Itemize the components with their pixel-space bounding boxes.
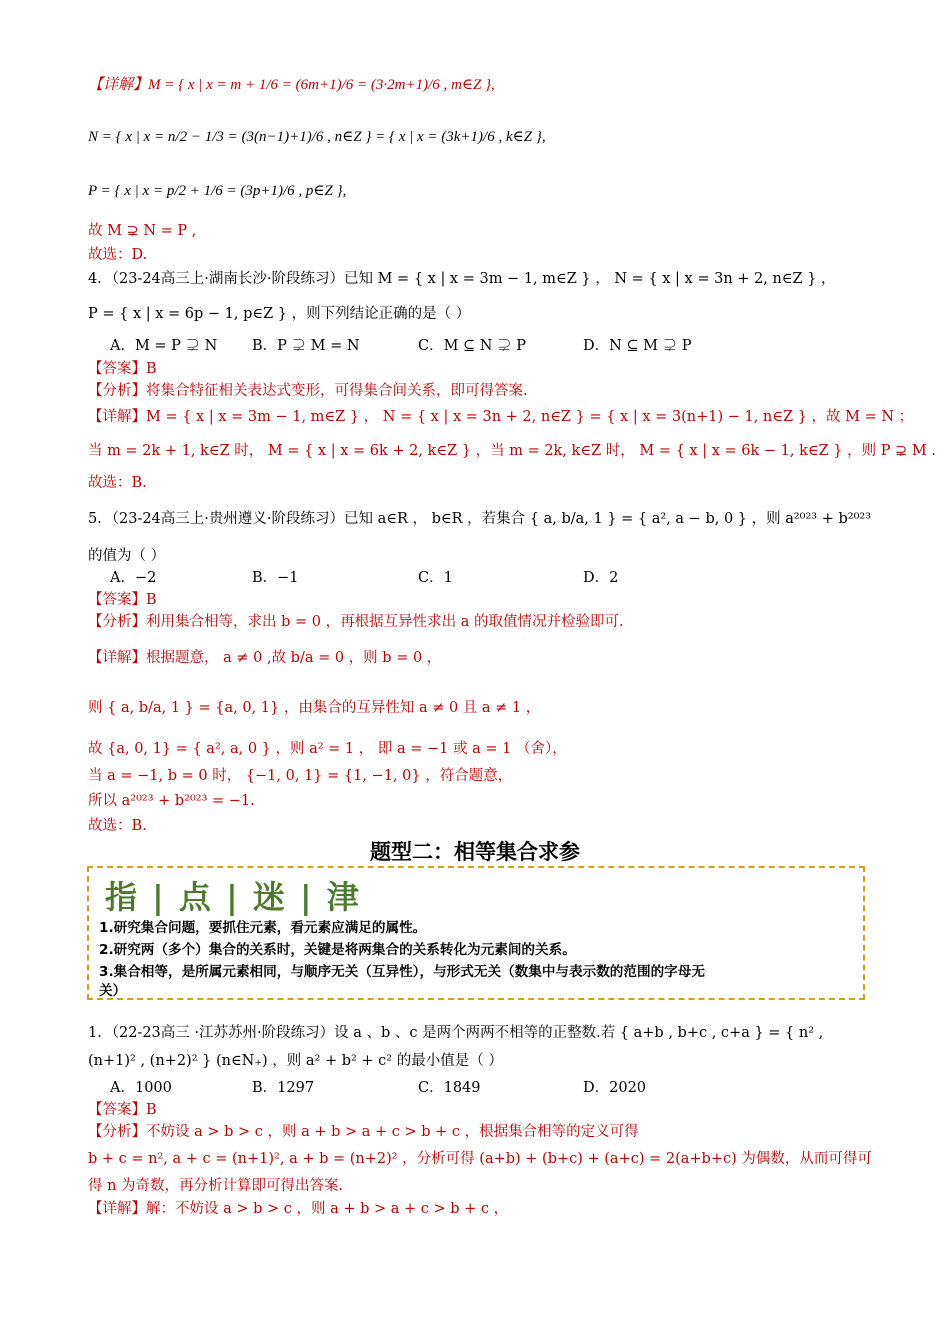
q5-stem-2: 的值为（ ） xyxy=(88,548,166,564)
tip-line-3b: 关） xyxy=(99,983,127,999)
q4-option-b: B．P ⊋ M = N xyxy=(252,338,360,354)
q5-detail-1: 【详解】根据题意， a ≠ 0 ,故 b/a = 0 ，则 b = 0 ， xyxy=(88,650,442,666)
q4-answer: 【答案】B xyxy=(88,361,157,377)
q5-choose: 故选：B. xyxy=(88,818,147,834)
tip-line-1: 1.研究集合问题，要抓住元素，看元素应满足的属性。 xyxy=(99,920,427,936)
q4-stem-1: 4．（23-24高三上·湖南长沙·阶段练习）已知 M = { x | x = 3m − 1, m∈Z } ， N = { x | x = 3n + 2, n∈Z } ， xyxy=(88,271,836,287)
q1-analysis-1: 【分析】不妨设 a > b > c ，则 a + b > a + c > b + c ，根据集合相等的定义可得 xyxy=(88,1124,639,1140)
p1-line-1: 【详解】M = { x | x = m + 1/6 = (6m+1)/6 = (3·2m+1)/6 , m∈Z }, xyxy=(88,77,495,93)
tip-title: 指 | 点 | 迷 | 津 xyxy=(105,878,361,916)
q5-detail-2: 则 { a, b/a, 1 } = {a, 0, 1} ，由集合的互异性知 a ≠ 0 且 a ≠ 1 ， xyxy=(88,700,541,716)
q1-option-b: B．1297 xyxy=(252,1080,315,1096)
p1-line-2: N = { x | x = n/2 − 1/3 = (3(n−1)+1)/6 , n∈Z } = { x | x = (3k+1)/6 , k∈Z }, xyxy=(88,129,546,145)
q4-analysis: 【分析】将集合特征相关表达式变形，可得集合间关系，即可得答案. xyxy=(88,383,528,399)
q4-option-d: D．N ⊆ M ⊋ P xyxy=(583,338,692,354)
q5-detail-3: 故 {a, 0, 1} = { a², a, 0 } ，则 a² = 1 ， 即 a = −1 或 a = 1 （舍）， xyxy=(88,741,567,757)
p1-line-5: 故选：D. xyxy=(88,247,148,263)
q1-detail-1: 【详解】解：不妨设 a > b > c ，则 a + b > a + c > b + c ， xyxy=(88,1201,509,1217)
p1-line-4: 故 M ⊋ N = P , xyxy=(88,223,197,239)
q4-option-a: A．M = P ⊋ N xyxy=(110,338,218,354)
tip-box xyxy=(87,866,865,1000)
q5-stem-1: 5．（23-24高三上·贵州遵义·阶段练习）已知 a∈R ， b∈R ，若集合 { a, b/a, 1 } = { a², a − b, 0 } ，则 a²⁰²³ + b²⁰²³ xyxy=(88,511,872,527)
q4-detail-1: 【详解】M = { x | x = 3m − 1, m∈Z } ， N = { x | x = 3n + 2, n∈Z } = { x | x = 3(n+1) − 1, n∈Z } ，故 M = N ； xyxy=(88,409,914,425)
q1-stem-2: (n+1)² , (n+2)² } (n∈N₊) ，则 a² + b² + c² 的最小值是（ ） xyxy=(88,1053,503,1069)
q1-analysis-2: b + c = n², a + c = (n+1)², a + b = (n+2)² ，分析可得 (a+b) + (b+c) + (a+c) = 2(a+b+c) 为偶数，从而可得可 xyxy=(88,1151,872,1167)
q4-option-c: C．M ⊆ N ⊋ P xyxy=(418,338,526,354)
q1-stem-1: 1．（22-23高三 ·江苏苏州·阶段练习）设 a 、b 、c 是两个两两不相等的正整数.若 { a+b , b+c , c+a } = { n² , xyxy=(88,1025,824,1041)
q5-detail-4: 当 a = −1, b = 0 时， {−1, 0, 1} = {1, −1, 0} ，符合题意， xyxy=(88,768,513,784)
q5-option-b: B．−1 xyxy=(252,570,299,586)
q4-choose: 故选：B. xyxy=(88,475,147,491)
q1-analysis-3: 得 n 为奇数，再分析计算即可得出答案. xyxy=(88,1178,344,1194)
q4-stem-2: P = { x | x = 6p − 1, p∈Z } ，则下列结论正确的是（ ） xyxy=(88,306,471,322)
q1-option-d: D．2020 xyxy=(583,1080,647,1096)
q1-answer: 【答案】B xyxy=(88,1102,157,1118)
tip-line-3: 3.集合相等，是所属元素相同，与顺序无关（互异性），与形式无关（数集中与表示数的范围的字母无 xyxy=(99,964,705,980)
p1-line-3: P = { x | x = p/2 + 1/6 = (3p+1)/6 , p∈Z }, xyxy=(88,183,347,199)
q5-answer: 【答案】B xyxy=(88,592,157,608)
q5-option-c: C．1 xyxy=(418,570,453,586)
section-title: 题型二：相等集合求参 xyxy=(370,840,580,864)
q5-analysis: 【分析】利用集合相等，求出 b = 0 ，再根据互异性求出 a 的取值情况并检验即可. xyxy=(88,614,624,630)
q5-option-a: A．−2 xyxy=(110,570,157,586)
tip-line-2: 2.研究两（多个）集合的关系时，关键是将两集合的关系转化为元素间的关系。 xyxy=(99,942,576,958)
q1-option-c: C．1849 xyxy=(418,1080,481,1096)
q5-option-d: D．2 xyxy=(583,570,619,586)
q4-detail-2: 当 m = 2k + 1, k∈Z 时， M = { x | x = 6k + 2, k∈Z } ，当 m = 2k, k∈Z 时， M = { x | x = 6k − 1, k∈Z } ，则 P ⊋ M . xyxy=(88,443,936,459)
q5-detail-5: 所以 a²⁰²³ + b²⁰²³ = −1. xyxy=(88,793,255,809)
q1-option-a: A．1000 xyxy=(110,1080,172,1096)
